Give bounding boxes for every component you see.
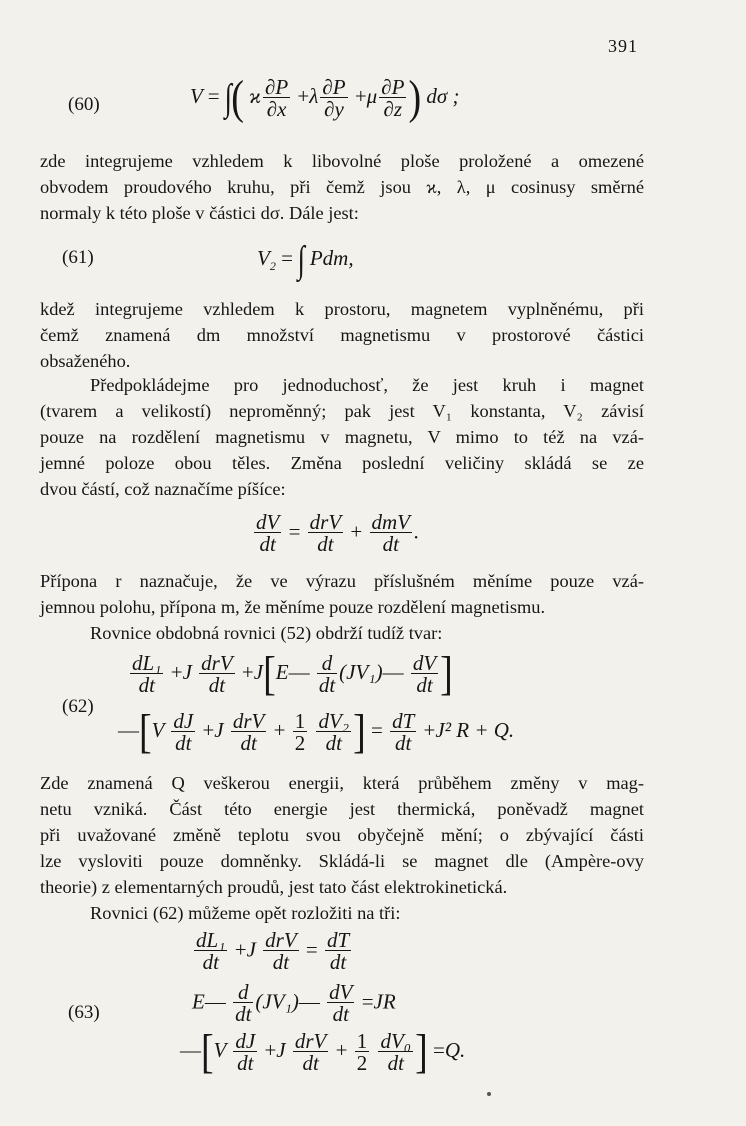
symbol-j: J bbox=[182, 659, 192, 684]
equation-number-60: (60) bbox=[68, 94, 100, 115]
frac-num: dV bbox=[256, 510, 280, 534]
frac-den: dt bbox=[240, 730, 257, 755]
text-line: kdež integrujeme vzhledem k prostoru, magnetem vyplněnému, při bbox=[40, 299, 644, 319]
equation-number-61: (61) bbox=[62, 247, 94, 268]
frac-num: dV bbox=[329, 980, 353, 1004]
text-line: jemné poloze obou těles. Změna poslední veličiny skládá se ze bbox=[40, 453, 644, 473]
frac-num: d bbox=[233, 982, 253, 1003]
frac-den: dt bbox=[317, 532, 334, 556]
paragraph-1 bbox=[40, 148, 644, 226]
frac-num: dT bbox=[392, 708, 415, 733]
equation-60: V = ∫( ϰ $\frac{\partial P}{\partial x}$ +λ $\frac{\partial P}{\partial y}$ +μ $\frac{\partial P}{\partial z}$ ) dσ ; bbox=[190, 71, 460, 125]
symbol-e: E bbox=[192, 989, 205, 1014]
frac-num: dL₁ bbox=[196, 928, 226, 952]
equation-63-line-3: —[V $\frac{dJ}{dt}$ +J $\frac{\text{drV}}{dt}$ + $\frac{1}{2}$ $\frac{\text{dV₀}}{dt}$ ] =Q. bbox=[180, 1025, 466, 1079]
equation-dv-dt: $\frac{dV}{dt}$ = $\frac{\text{drV}}{dt}$ + $\frac{\text{dmV}}{dt}$ . bbox=[256, 510, 420, 556]
text-line: při uvažované změně teplotu svou obyčejně mění; o zbývající části bbox=[40, 825, 644, 845]
term-rest: J² R + Q. bbox=[435, 717, 515, 742]
frac-den: dt bbox=[235, 1002, 252, 1026]
equation-63-line-1: $\frac{\text{dL₁}}{dt}$ +J $\frac{\text{drV}}{dt}$ = $\frac{dT}{dt}$ bbox=[196, 928, 350, 974]
frac-num: drV bbox=[232, 708, 265, 733]
frac-num: dJ bbox=[235, 1028, 256, 1053]
frac-num: drV bbox=[309, 510, 342, 534]
term-jv: (JV₁) bbox=[255, 989, 299, 1014]
frac-den: dt bbox=[272, 950, 290, 974]
text-line: netu vzniká. Část této energie jest thermická, poněvadž magnet bbox=[40, 799, 644, 819]
frac-den: dt bbox=[329, 950, 347, 974]
eq60-lhs: V bbox=[190, 83, 203, 108]
text-line: dvou částí, což naznačíme píšíce: bbox=[40, 479, 286, 499]
eq61-rhs: Pdm, bbox=[309, 245, 354, 270]
frac-den: dt bbox=[318, 672, 336, 697]
frac-den: dt bbox=[302, 1050, 319, 1075]
frac-num: 1 bbox=[294, 708, 306, 733]
frac-den: dt bbox=[208, 672, 226, 697]
integral-sign-icon: ∫ bbox=[224, 77, 232, 119]
text-line: Zde znamená Q veškerou energii, která průběhem změny v mag- bbox=[40, 773, 644, 793]
symbol-v: V bbox=[151, 717, 165, 742]
paragraph-3 bbox=[40, 372, 644, 502]
frac-num: drV bbox=[294, 1028, 327, 1053]
frac-num: dmV bbox=[371, 510, 411, 534]
frac-den: dt bbox=[332, 1002, 349, 1026]
eq60-tail: dσ ; bbox=[426, 83, 460, 108]
frac-den: dt bbox=[382, 532, 399, 556]
eq61-lhs: V bbox=[257, 245, 270, 270]
text-line: theorie) z elementarných proudů, jest tato část elektrokinetická. bbox=[40, 877, 508, 897]
ink-spot bbox=[487, 1092, 491, 1096]
term-rhs: JR bbox=[373, 989, 396, 1014]
frac-num: dV bbox=[412, 650, 437, 675]
frac-num: 1 bbox=[356, 1028, 368, 1053]
symbol-j: J bbox=[253, 659, 264, 684]
text-line: pouze na rozdělení magnetismu v magnetu, V mimo to též na vzá- bbox=[40, 427, 644, 447]
frac-num: drV bbox=[201, 650, 233, 675]
paragraph-6 bbox=[40, 770, 644, 900]
frac-den: dt bbox=[325, 730, 342, 755]
frac-den: dt bbox=[259, 532, 276, 556]
frac-den: 2 bbox=[294, 730, 306, 755]
frac-num: dL₁ bbox=[132, 650, 162, 675]
text-line: lze vysloviti pouze domněnky. Skládá-li se magnet dle (Ampère-ovy bbox=[40, 851, 644, 871]
frac-den: dt bbox=[202, 950, 219, 974]
paragraph-5 bbox=[90, 620, 650, 646]
text-line: zde integrujeme vzhledem k libovolné ploše proložené a omezené bbox=[40, 151, 644, 171]
frac-den: dt bbox=[237, 1050, 254, 1075]
text-line: (tvarem a velikostí) neproměnný; pak jest V₁ konstanta, V₂ závisí bbox=[40, 401, 644, 421]
equation-number-63: (63) bbox=[68, 1002, 100, 1023]
paragraph-4 bbox=[40, 568, 644, 620]
equation-62-line-1: $\frac{\text{dL₁}}{dt}$ +J $\frac{\text{drV}}{dt}$ +J[E— $\frac{d}{dt}$ (JV₁)— $\frac{dV}{dt}$ ] bbox=[132, 647, 453, 701]
text-line: Předpokládejme pro jednoduchosť, že jest kruh i magnet bbox=[90, 375, 644, 395]
frac-den: 2 bbox=[356, 1050, 368, 1075]
frac-num: dT bbox=[327, 928, 350, 952]
page-number: 391 bbox=[608, 36, 638, 56]
frac-den: dt bbox=[387, 1050, 404, 1075]
text-line: Rovnice obdobná rovnici (52) obdrží tudíž tvar: bbox=[90, 623, 443, 643]
integral-sign-icon: ∫ bbox=[297, 239, 306, 281]
frac-den: dt bbox=[175, 730, 192, 755]
paragraph-7 bbox=[90, 900, 650, 926]
text-line: Přípona r naznačuje, že ve výrazu příslušném měníme pouze vzá- bbox=[40, 571, 644, 591]
text-line: obsaženého. bbox=[40, 351, 131, 371]
frac-num: drV bbox=[265, 928, 297, 952]
frac-den: dt bbox=[395, 730, 412, 755]
frac-num: dV₂ bbox=[318, 708, 350, 733]
symbol-e: E bbox=[275, 659, 289, 684]
text-line: jemnou polohu, přípona m, že měníme pouze rozdělení magnetismu. bbox=[40, 597, 546, 617]
frac-num: dJ bbox=[173, 708, 194, 733]
frac-den: dt bbox=[138, 672, 155, 697]
text-line: čemž znamená dm množství magnetismu v prostorové částici bbox=[40, 325, 644, 345]
frac-num: d bbox=[317, 653, 337, 674]
term-rhs: Q. bbox=[444, 1037, 466, 1062]
frac-num: dV₀ bbox=[380, 1028, 412, 1053]
term-jv: (JV₁) bbox=[339, 659, 383, 684]
text-line: normaly k této ploše v částici dσ. Dále jest: bbox=[40, 203, 359, 223]
equation-number-62: (62) bbox=[62, 696, 94, 717]
paragraph-2 bbox=[40, 296, 644, 374]
equation-62-line-2: —[V $\frac{dJ}{dt}$ +J $\frac{\text{drV}}{dt}$ + $\frac{1}{2}$ $\frac{\text{dV₂}}{dt}$ ] = $\frac{dT}{dt}$ +J² R + Q. bbox=[118, 705, 515, 759]
frac-den: dt bbox=[416, 672, 433, 697]
equation-63-line-2: E— $\frac{d}{dt}$ (JV₁)— $\frac{dV}{dt}$ =JR bbox=[192, 980, 396, 1026]
eq61-lhs-sub: 2 bbox=[269, 259, 276, 273]
equation-61: $V_2$ = ∫ Pdm, bbox=[257, 239, 354, 281]
text-line: Rovnici (62) můžeme opět rozložiti na tři: bbox=[90, 903, 401, 923]
text-line: obvodem proudového kruhu, při čemž jsou ϰ, λ, μ cosinusy směrné bbox=[40, 177, 644, 197]
